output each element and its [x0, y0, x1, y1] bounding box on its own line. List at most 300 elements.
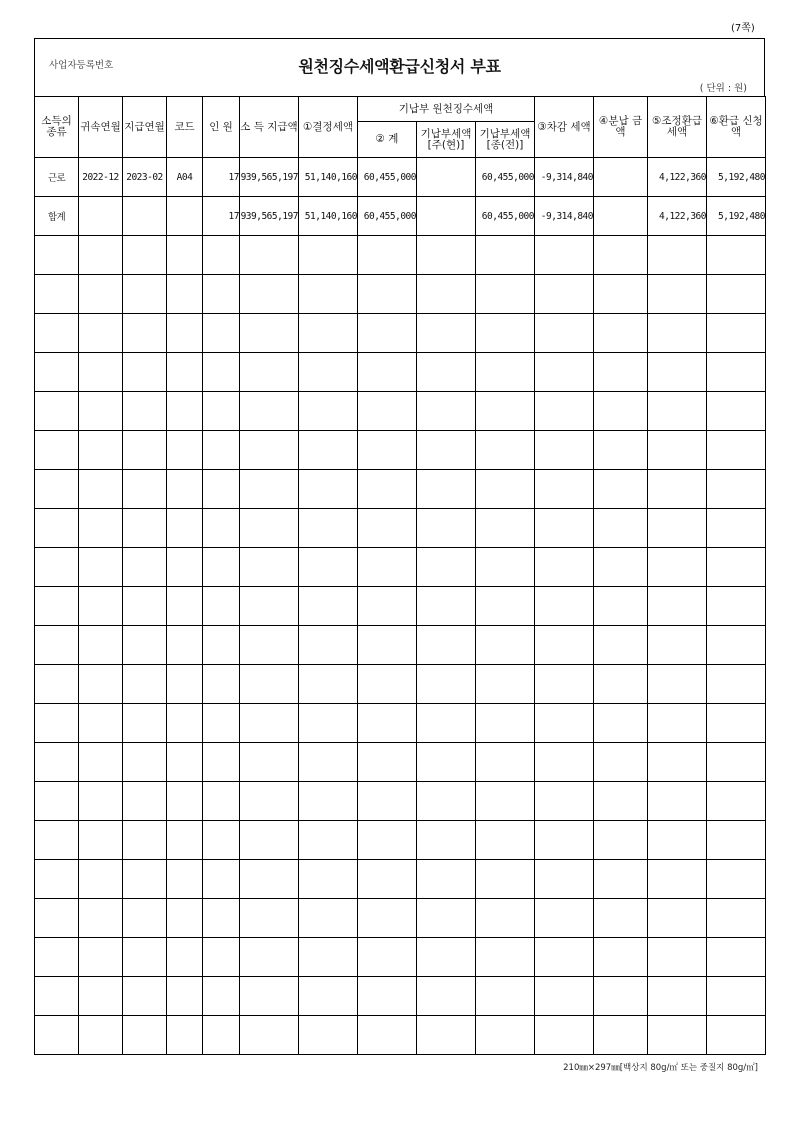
empty-cell — [79, 509, 123, 548]
empty-cell — [417, 392, 476, 431]
empty-cell — [79, 1016, 123, 1055]
empty-cell — [476, 275, 535, 314]
empty-cell — [648, 665, 707, 704]
empty-cell — [79, 275, 123, 314]
empty-cell — [123, 314, 167, 353]
col-group-paid-tax: 기납부 원천징수세액 — [358, 97, 535, 122]
empty-cell — [203, 704, 240, 743]
empty-row — [35, 587, 766, 626]
empty-cell — [299, 704, 358, 743]
empty-cell — [535, 431, 594, 470]
empty-cell — [358, 314, 417, 353]
col-persons: 인 원 — [203, 97, 240, 158]
empty-cell — [358, 782, 417, 821]
empty-cell — [123, 938, 167, 977]
empty-cell — [476, 938, 535, 977]
empty-cell — [167, 353, 203, 392]
empty-cell — [707, 548, 766, 587]
empty-cell — [594, 392, 648, 431]
empty-row — [35, 509, 766, 548]
empty-cell — [417, 665, 476, 704]
empty-cell — [79, 782, 123, 821]
empty-cell — [358, 548, 417, 587]
empty-cell — [476, 1016, 535, 1055]
empty-cell — [476, 782, 535, 821]
form-header — [34, 38, 765, 96]
empty-cell — [203, 977, 240, 1016]
empty-cell — [594, 587, 648, 626]
empty-cell — [35, 236, 79, 275]
empty-cell — [594, 548, 648, 587]
page-number: (7쪽) — [731, 23, 755, 34]
empty-cell — [594, 977, 648, 1016]
empty-cell — [35, 275, 79, 314]
empty-cell — [358, 509, 417, 548]
empty-cell — [240, 587, 299, 626]
empty-cell — [123, 353, 167, 392]
empty-cell — [417, 626, 476, 665]
empty-cell — [123, 665, 167, 704]
empty-cell — [594, 275, 648, 314]
empty-cell — [240, 392, 299, 431]
empty-cell — [167, 314, 203, 353]
empty-cell — [707, 470, 766, 509]
cell-code: A04 — [167, 158, 203, 197]
empty-cell — [240, 782, 299, 821]
cell-paid-total: 60,455,000 — [358, 158, 417, 197]
empty-cell — [417, 977, 476, 1016]
empty-cell — [476, 704, 535, 743]
empty-cell — [123, 431, 167, 470]
empty-cell — [535, 626, 594, 665]
empty-cell — [476, 821, 535, 860]
empty-cell — [648, 236, 707, 275]
empty-cell — [707, 704, 766, 743]
empty-cell — [535, 275, 594, 314]
empty-cell — [203, 665, 240, 704]
empty-cell — [123, 977, 167, 1016]
cell-paid-main — [417, 158, 476, 197]
empty-cell — [35, 587, 79, 626]
empty-cell — [167, 275, 203, 314]
empty-cell — [535, 821, 594, 860]
empty-cell — [240, 665, 299, 704]
empty-cell — [417, 782, 476, 821]
empty-cell — [167, 782, 203, 821]
empty-cell — [476, 899, 535, 938]
empty-cell — [79, 821, 123, 860]
empty-cell — [594, 470, 648, 509]
empty-cell — [299, 977, 358, 1016]
empty-cell — [79, 470, 123, 509]
empty-cell — [299, 587, 358, 626]
empty-cell — [594, 665, 648, 704]
empty-cell — [35, 782, 79, 821]
empty-cell — [123, 782, 167, 821]
empty-cell — [299, 314, 358, 353]
empty-cell — [35, 821, 79, 860]
empty-cell — [240, 977, 299, 1016]
empty-cell — [79, 548, 123, 587]
empty-cell — [535, 938, 594, 977]
empty-row — [35, 821, 766, 860]
empty-cell — [535, 314, 594, 353]
empty-cell — [240, 743, 299, 782]
empty-cell — [167, 392, 203, 431]
empty-cell — [594, 509, 648, 548]
empty-cell — [648, 431, 707, 470]
empty-row — [35, 899, 766, 938]
empty-cell — [240, 704, 299, 743]
col-payment-month: 지급연월 — [123, 97, 167, 158]
empty-cell — [240, 548, 299, 587]
empty-cell — [167, 860, 203, 899]
empty-cell — [707, 782, 766, 821]
empty-cell — [203, 782, 240, 821]
cell-income-type: 합계 — [35, 197, 79, 236]
empty-cell — [167, 938, 203, 977]
cell-deduction-tax: -9,314,840 — [535, 197, 594, 236]
empty-cell — [167, 470, 203, 509]
empty-cell — [299, 626, 358, 665]
cell-persons: 17 — [203, 158, 240, 197]
empty-cell — [648, 1016, 707, 1055]
table-row — [35, 158, 766, 197]
col-attribution-month: 귀속연월 — [79, 97, 123, 158]
cell-paid-prev: 60,455,000 — [476, 197, 535, 236]
empty-cell — [79, 236, 123, 275]
empty-cell — [535, 782, 594, 821]
empty-cell — [417, 236, 476, 275]
empty-cell — [648, 470, 707, 509]
empty-cell — [240, 821, 299, 860]
empty-cell — [203, 548, 240, 587]
empty-cell — [535, 236, 594, 275]
empty-cell — [79, 626, 123, 665]
empty-cell — [35, 899, 79, 938]
empty-cell — [123, 626, 167, 665]
empty-cell — [417, 587, 476, 626]
empty-row — [35, 392, 766, 431]
empty-cell — [123, 821, 167, 860]
empty-cell — [240, 353, 299, 392]
empty-cell — [35, 626, 79, 665]
empty-cell — [648, 743, 707, 782]
empty-cell — [535, 587, 594, 626]
table-row-total — [35, 197, 766, 236]
empty-cell — [35, 743, 79, 782]
empty-cell — [707, 626, 766, 665]
cell-determined-tax: 51,140,160 — [299, 158, 358, 197]
empty-cell — [707, 392, 766, 431]
cell-installment — [594, 197, 648, 236]
empty-cell — [203, 626, 240, 665]
empty-cell — [299, 431, 358, 470]
empty-cell — [203, 938, 240, 977]
empty-cell — [240, 314, 299, 353]
cell-adjusted-refund: 4,122,360 — [648, 197, 707, 236]
empty-cell — [594, 899, 648, 938]
cell-deduction-tax: -9,314,840 — [535, 158, 594, 197]
empty-cell — [299, 743, 358, 782]
empty-row — [35, 314, 766, 353]
empty-cell — [35, 548, 79, 587]
empty-cell — [240, 626, 299, 665]
empty-cell — [417, 431, 476, 470]
empty-cell — [707, 977, 766, 1016]
empty-cell — [35, 431, 79, 470]
empty-cell — [417, 353, 476, 392]
empty-cell — [535, 704, 594, 743]
col-code: 코드 — [167, 97, 203, 158]
empty-row — [35, 860, 766, 899]
empty-cell — [648, 314, 707, 353]
empty-cell — [123, 392, 167, 431]
empty-cell — [535, 665, 594, 704]
empty-cell — [648, 392, 707, 431]
empty-cell — [35, 470, 79, 509]
col-paid-prev: 기납부세액 [종(전)] — [476, 122, 535, 158]
empty-cell — [594, 353, 648, 392]
empty-cell — [476, 509, 535, 548]
empty-cell — [167, 899, 203, 938]
empty-cell — [417, 743, 476, 782]
empty-cell — [167, 1016, 203, 1055]
empty-cell — [358, 587, 417, 626]
empty-cell — [123, 509, 167, 548]
col-paid-main: 기납부세액 [주(현)] — [417, 122, 476, 158]
empty-cell — [203, 236, 240, 275]
cell-income-type: 근로 — [35, 158, 79, 197]
empty-row — [35, 548, 766, 587]
empty-cell — [707, 236, 766, 275]
empty-cell — [358, 938, 417, 977]
empty-cell — [417, 275, 476, 314]
empty-cell — [299, 353, 358, 392]
empty-cell — [167, 821, 203, 860]
empty-cell — [240, 860, 299, 899]
empty-cell — [707, 587, 766, 626]
empty-cell — [203, 509, 240, 548]
empty-cell — [35, 977, 79, 1016]
empty-cell — [476, 314, 535, 353]
empty-cell — [707, 431, 766, 470]
business-reg-number-label: 사업자등록번호 — [49, 60, 114, 71]
empty-cell — [648, 275, 707, 314]
empty-cell — [123, 860, 167, 899]
empty-cell — [240, 1016, 299, 1055]
empty-cell — [79, 704, 123, 743]
empty-cell — [535, 899, 594, 938]
empty-cell — [648, 938, 707, 977]
empty-cell — [203, 275, 240, 314]
empty-row — [35, 1016, 766, 1055]
empty-row — [35, 431, 766, 470]
empty-cell — [35, 353, 79, 392]
unit-label: ( 단위 : 원) — [699, 83, 747, 94]
empty-cell — [79, 392, 123, 431]
empty-cell — [417, 314, 476, 353]
empty-cell — [240, 509, 299, 548]
empty-cell — [203, 899, 240, 938]
empty-cell — [417, 470, 476, 509]
empty-cell — [707, 938, 766, 977]
empty-cell — [79, 314, 123, 353]
empty-cell — [35, 665, 79, 704]
empty-cell — [299, 1016, 358, 1055]
empty-row — [35, 236, 766, 275]
cell-paid-main — [417, 197, 476, 236]
empty-cell — [358, 236, 417, 275]
empty-cell — [707, 353, 766, 392]
empty-cell — [299, 860, 358, 899]
empty-cell — [240, 899, 299, 938]
empty-cell — [240, 275, 299, 314]
empty-cell — [167, 665, 203, 704]
empty-cell — [79, 353, 123, 392]
empty-cell — [535, 743, 594, 782]
empty-cell — [79, 860, 123, 899]
empty-cell — [79, 899, 123, 938]
empty-row — [35, 626, 766, 665]
cell-adjusted-refund: 4,122,360 — [648, 158, 707, 197]
cell-payment-month — [123, 197, 167, 236]
empty-cell — [167, 743, 203, 782]
refund-table — [34, 96, 766, 1055]
empty-cell — [240, 236, 299, 275]
empty-cell — [648, 509, 707, 548]
empty-cell — [167, 509, 203, 548]
empty-cell — [648, 860, 707, 899]
cell-paid-total: 60,455,000 — [358, 197, 417, 236]
empty-cell — [476, 977, 535, 1016]
empty-cell — [35, 314, 79, 353]
empty-cell — [535, 392, 594, 431]
empty-cell — [476, 431, 535, 470]
empty-cell — [417, 860, 476, 899]
cell-income-paid: 939,565,197 — [240, 197, 299, 236]
empty-cell — [79, 587, 123, 626]
empty-cell — [358, 899, 417, 938]
cell-determined-tax: 51,140,160 — [299, 197, 358, 236]
empty-cell — [707, 665, 766, 704]
empty-cell — [203, 1016, 240, 1055]
empty-cell — [358, 743, 417, 782]
empty-row — [35, 275, 766, 314]
empty-cell — [167, 548, 203, 587]
empty-cell — [594, 743, 648, 782]
empty-cell — [535, 1016, 594, 1055]
empty-cell — [35, 392, 79, 431]
col-deduction-tax: ③차감 세액 — [535, 97, 594, 158]
cell-persons: 17 — [203, 197, 240, 236]
empty-cell — [167, 431, 203, 470]
empty-cell — [79, 938, 123, 977]
col-income-paid: 소 득 지급액 — [240, 97, 299, 158]
empty-cell — [707, 1016, 766, 1055]
empty-cell — [123, 275, 167, 314]
page-title: 원천징수세액환급신청서 부표 — [298, 57, 501, 76]
empty-cell — [123, 236, 167, 275]
cell-installment — [594, 158, 648, 197]
empty-cell — [707, 821, 766, 860]
empty-cell — [203, 431, 240, 470]
empty-cell — [358, 977, 417, 1016]
empty-cell — [417, 938, 476, 977]
empty-cell — [594, 704, 648, 743]
empty-cell — [240, 938, 299, 977]
empty-cell — [594, 236, 648, 275]
empty-cell — [358, 626, 417, 665]
empty-cell — [417, 821, 476, 860]
empty-cell — [417, 509, 476, 548]
empty-cell — [476, 587, 535, 626]
empty-cell — [358, 353, 417, 392]
cell-refund-request: 5,192,480 — [707, 197, 766, 236]
empty-cell — [123, 587, 167, 626]
empty-cell — [648, 704, 707, 743]
empty-cell — [203, 353, 240, 392]
col-determined-tax: ①결정세액 — [299, 97, 358, 158]
empty-cell — [594, 938, 648, 977]
empty-cell — [167, 236, 203, 275]
empty-cell — [203, 314, 240, 353]
empty-cell — [594, 314, 648, 353]
empty-cell — [417, 1016, 476, 1055]
empty-cell — [123, 899, 167, 938]
empty-cell — [535, 509, 594, 548]
col-adjusted-refund: ⑤조정환급 세액 — [648, 97, 707, 158]
empty-cell — [358, 392, 417, 431]
empty-row — [35, 470, 766, 509]
empty-cell — [358, 665, 417, 704]
empty-cell — [476, 470, 535, 509]
empty-cell — [299, 782, 358, 821]
empty-cell — [648, 899, 707, 938]
empty-cell — [167, 626, 203, 665]
empty-cell — [648, 587, 707, 626]
empty-cell — [358, 1016, 417, 1055]
cell-refund-request: 5,192,480 — [707, 158, 766, 197]
empty-cell — [35, 1016, 79, 1055]
empty-cell — [203, 821, 240, 860]
empty-cell — [167, 587, 203, 626]
empty-cell — [203, 470, 240, 509]
empty-cell — [79, 665, 123, 704]
empty-cell — [476, 665, 535, 704]
empty-row — [35, 665, 766, 704]
empty-cell — [417, 548, 476, 587]
empty-cell — [358, 470, 417, 509]
empty-cell — [123, 1016, 167, 1055]
col-refund-request: ⑥환급 신청액 — [707, 97, 766, 158]
empty-cell — [299, 392, 358, 431]
empty-cell — [594, 821, 648, 860]
empty-cell — [123, 470, 167, 509]
empty-cell — [417, 899, 476, 938]
empty-cell — [648, 626, 707, 665]
empty-row — [35, 743, 766, 782]
empty-cell — [299, 821, 358, 860]
empty-cell — [476, 860, 535, 899]
empty-cell — [123, 548, 167, 587]
empty-row — [35, 353, 766, 392]
empty-cell — [167, 977, 203, 1016]
empty-cell — [203, 587, 240, 626]
empty-row — [35, 977, 766, 1016]
empty-cell — [594, 860, 648, 899]
col-paid-total: ② 계 — [358, 122, 417, 158]
